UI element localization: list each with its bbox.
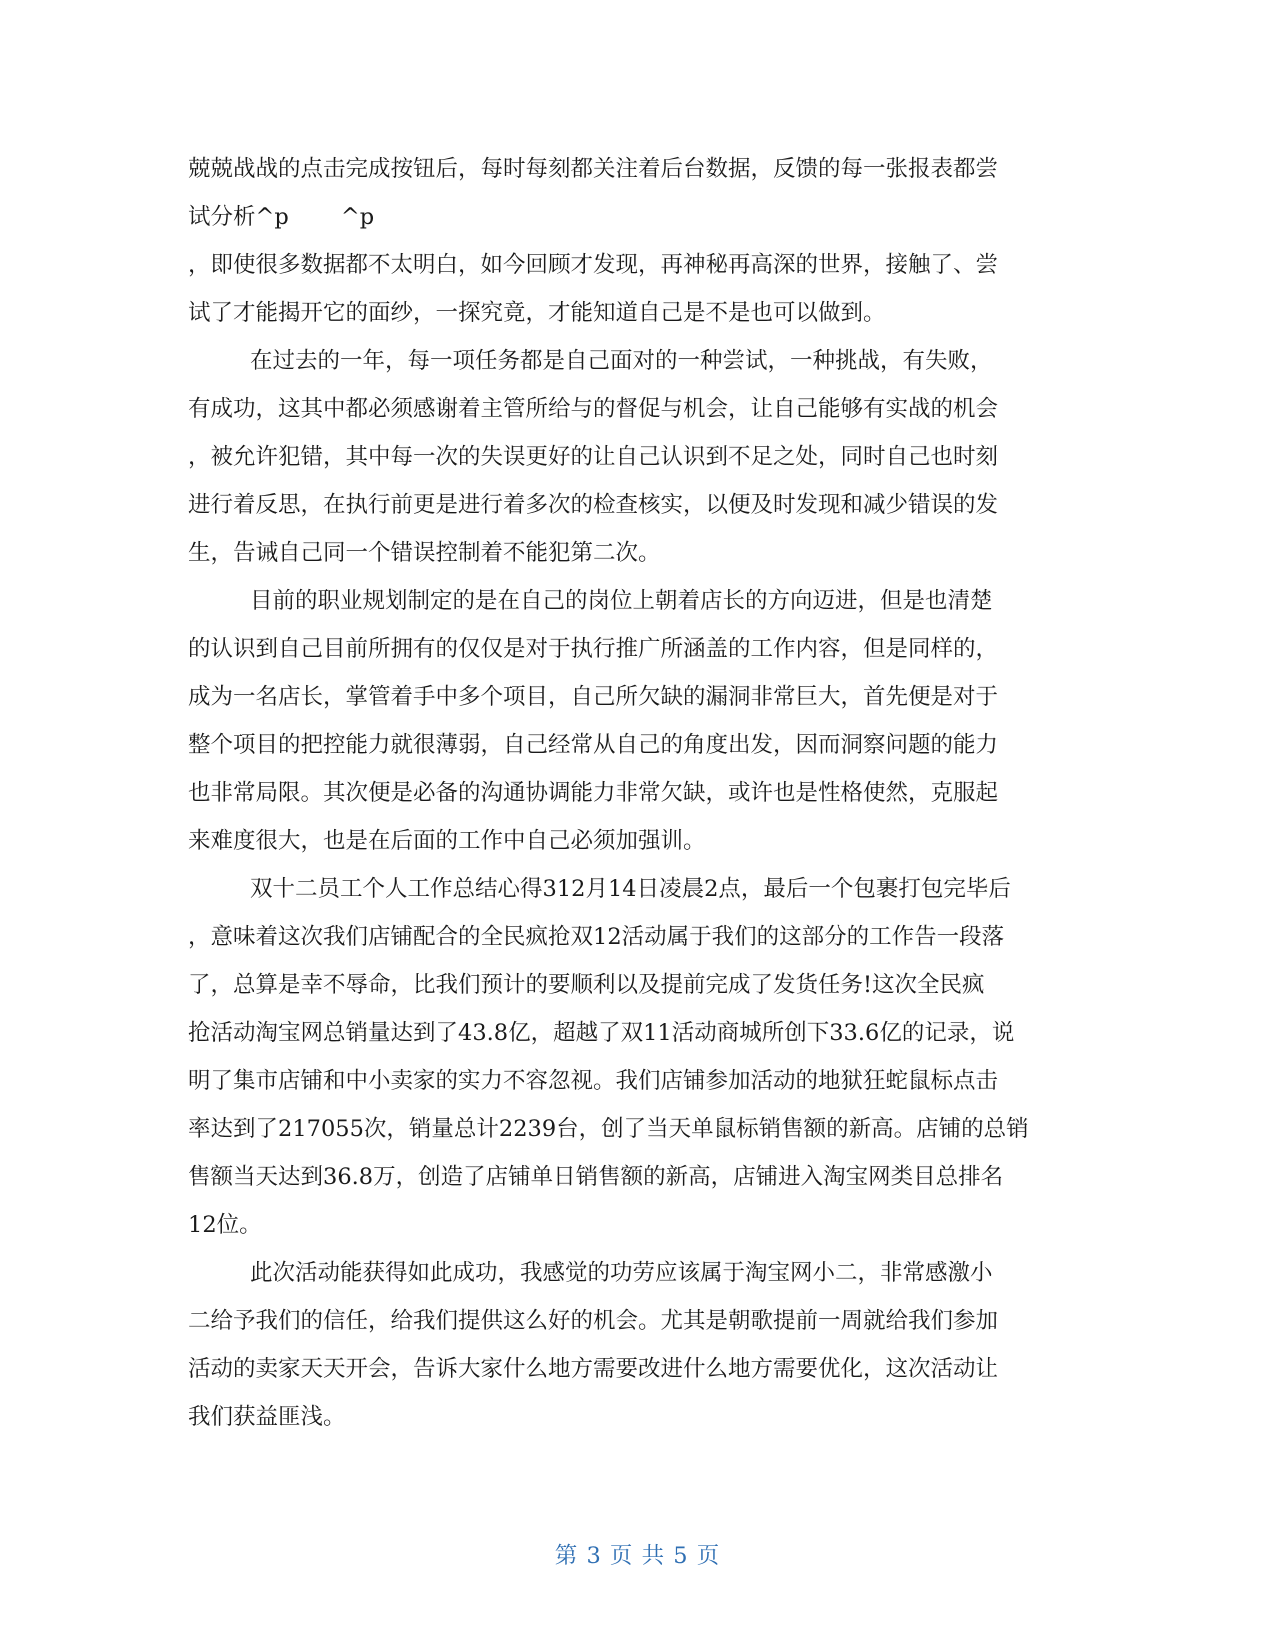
text-line: 试分析^p ^p (188, 204, 375, 230)
text-line: 了，总算是幸不辱命，比我们预计的要顺利以及提前完成了发货任务!这次全民疯 (188, 972, 985, 998)
paragraph-start-line: 在过去的一年，每一项任务都是自己面对的一种尝试，一种挑战，有失败， (250, 348, 993, 374)
paragraph-start-line: 此次活动能获得如此成功，我感觉的功劳应该属于淘宝网小二，非常感激小 (250, 1260, 993, 1286)
text-line: ，被允许犯错，其中每一次的失误更好的让自己认识到不足之处，同时自己也时刻 (188, 444, 999, 470)
page-footer (0, 1538, 1275, 1570)
text-line: 成为一名店长，掌管着手中多个项目，自己所欠缺的漏洞非常巨大，首先便是对于 (188, 684, 999, 710)
text-line: 率达到了217055次，销量总计2239台，创了当天单鼠标销售额的新高。店铺的总销 (188, 1116, 1029, 1142)
text-line: 我们获益匪浅。 (188, 1404, 346, 1430)
text-line: 生，告诫自己同一个错误控制着不能犯第二次。 (188, 540, 661, 566)
text-line: 试了才能揭开它的面纱，一探究竟，才能知道自己是不是也可以做到。 (188, 300, 886, 326)
text-line: ，即使很多数据都不太明白，如今回顾才发现，再神秘再高深的世界，接触了、尝 (188, 252, 999, 278)
text-line: 也非常局限。其次便是必备的沟通协调能力非常欠缺，或许也是性格使然，克服起 (188, 780, 999, 806)
text-line: 进行着反思，在执行前更是进行着多次的检查核实，以便及时发现和减少错误的发 (188, 492, 999, 518)
text-line: 活动的卖家天天开会，告诉大家什么地方需要改进什么地方需要优化，这次活动让 (188, 1356, 999, 1382)
text-line: 有成功，这其中都必须感谢着主管所给与的督促与机会，让自己能够有实战的机会 (188, 396, 999, 422)
text-line: 二给予我们的信任，给我们提供这么好的机会。尤其是朝歌提前一周就给我们参加 (188, 1308, 999, 1334)
text-line: 售额当天达到36.8万，创造了店铺单日销售额的新高，店铺进入淘宝网类目总排名 (188, 1164, 1004, 1190)
text-line: 来难度很大，也是在后面的工作中自己必须加强训。 (188, 828, 706, 854)
text-line: 明了集市店铺和中小卖家的实力不容忽视。我们店铺参加活动的地狱狂蛇鼠标点击 (188, 1068, 999, 1094)
text-line: 兢兢战战的点击完成按钮后，每时每刻都关注着后台数据，反馈的每一张报表都尝 (188, 156, 999, 182)
text-line: ，意味着这次我们店铺配合的全民疯抢双12活动属于我们的这部分的工作告一段落 (188, 924, 1005, 950)
page-number-label: 第 3 页 共 5 页 (554, 1543, 721, 1569)
text-line: 的认识到自己目前所拥有的仅仅是对于执行推广所涵盖的工作内容，但是同样的， (188, 636, 999, 662)
text-line: 12位。 (188, 1212, 262, 1238)
paragraph-start-line: 双十二员工个人工作总结心得312月14日凌晨2点，最后一个包裹打包完毕后 (250, 876, 1011, 902)
text-line: 抢活动淘宝网总销量达到了43.8亿，超越了双11活动商城所创下33.6亿的记录，说 (188, 1020, 1015, 1046)
document-body (188, 145, 1088, 1441)
paragraph-start-line: 目前的职业规划制定的是在自己的岗位上朝着店长的方向迈进，但是也清楚 (250, 588, 993, 614)
text-line: 整个项目的把控能力就很薄弱，自己经常从自己的角度出发，因而洞察问题的能力 (188, 732, 999, 758)
